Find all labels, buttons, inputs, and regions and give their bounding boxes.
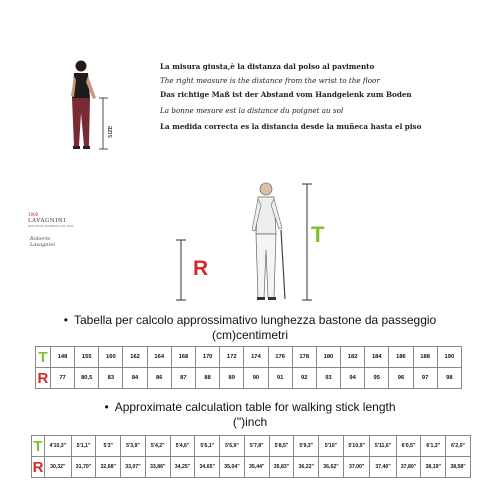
brand-logo (28, 212, 76, 246)
cm-stick-cell: 88 (195, 368, 219, 389)
inch-height-cell: 5'4,2" (145, 436, 170, 457)
caption-fr: La bonne mesure est la distance du poignet au sol (160, 106, 344, 115)
cm-r-row (36, 368, 462, 389)
inch-stick-cell: 37,00" (343, 457, 370, 478)
inch-stick-cell: 32,68" (96, 457, 121, 478)
cm-stick-cell: 97 (413, 368, 437, 389)
inch-height-cell: 5'10" (319, 436, 344, 457)
caption-de: Das richtige Maß ist der Abstand vom Handgelenk zum Boden (160, 90, 412, 99)
logo-signature: Roberto Lavagnini (30, 236, 55, 248)
logo-name: LAVAGNINI (28, 218, 67, 224)
cm-height-cell: 162 (123, 347, 147, 368)
inch-stick-cell: 37,80" (396, 457, 421, 478)
inch-stick-cell: 33,86" (145, 457, 170, 478)
inch-height-cell: 5'1,1" (71, 436, 96, 457)
inch-stick-cell: 31,70" (71, 457, 96, 478)
inch-stick-cell: 36,22" (294, 457, 319, 478)
inch-heading (0, 400, 500, 414)
cm-stick-cell: 96 (389, 368, 413, 389)
cm-height-cell: 172 (220, 347, 244, 368)
cm-height-cell: 178 (292, 347, 316, 368)
cm-height-cell: 188 (413, 347, 437, 368)
inch-height-cell: 6'1,3" (421, 436, 446, 457)
cm-stick-cell: 86 (147, 368, 171, 389)
cm-stick-cell: 93 (316, 368, 340, 389)
cm-height-cell: 160 (99, 347, 123, 368)
inch-stick-cell: 33,07" (121, 457, 146, 478)
inch-subheading: (")inch (232, 415, 268, 429)
cm-height-cell: 155 (75, 347, 99, 368)
inch-height-cell: 5'11,6" (370, 436, 396, 457)
inch-height-cell: 5'7,8" (244, 436, 269, 457)
inch-height-cell: 4'10,3" (45, 436, 72, 457)
cm-stick-cell: 91 (268, 368, 292, 389)
cm-height-cell: 190 (437, 347, 461, 368)
cm-height-cell: 184 (365, 347, 389, 368)
inch-stick-cell: 35,44" (244, 457, 269, 478)
cm-stick-cell: 80,5 (75, 368, 99, 389)
caption-es: La medida correcta es la distancia desde la muñeca hasta el piso (160, 122, 422, 131)
inch-height-cell: 5'6,9" (220, 436, 245, 457)
inch-height-cell: 6'2,0" (446, 436, 471, 457)
inch-bullet: • (104, 400, 109, 414)
inch-height-cell: 6'0,5" (396, 436, 421, 457)
cm-stick-cell: 77 (50, 368, 74, 389)
cm-heading (0, 313, 500, 327)
inch-stick-cell: 30,32" (45, 457, 72, 478)
inch-height-cell: 5'9,3" (294, 436, 319, 457)
inch-r-row (32, 457, 471, 478)
cm-height-cell: 180 (316, 347, 340, 368)
inch-heading-line1: Approximate calculation table for walking stick length (114, 400, 396, 414)
cm-stick-cell: 87 (171, 368, 195, 389)
inch-stick-cell: 35,04" (220, 457, 245, 478)
inch-r-key: R (32, 458, 44, 476)
cm-table (35, 346, 462, 389)
cm-stick-cell: 84 (123, 368, 147, 389)
inch-stick-cell: 38,19" (421, 457, 446, 478)
inch-table (31, 435, 471, 478)
caption-en: The right measure is the distance from the wrist to the floor (160, 76, 380, 85)
r-letter: R (193, 257, 209, 280)
inch-height-cell: 5'10,9" (343, 436, 370, 457)
cm-height-cell: 186 (389, 347, 413, 368)
inch-stick-cell: 34,65" (195, 457, 220, 478)
cm-height-cell: 168 (171, 347, 195, 368)
cm-height-cell: 164 (147, 347, 171, 368)
t-letter: T (311, 222, 325, 247)
inch-height-cell: 5'4,6" (170, 436, 195, 457)
cm-stick-cell: 92 (292, 368, 316, 389)
cm-height-cell: 148 (50, 347, 74, 368)
inch-height-cell: 5'8,5" (269, 436, 294, 457)
cm-t-key: T (36, 347, 51, 368)
inch-height-cell: 5'6,1" (195, 436, 220, 457)
inch-t-key: T (33, 437, 43, 455)
inch-stick-cell: 37,40" (370, 457, 396, 478)
logo-tagline: BASTONI DA PASSEGGIO DAL 1900 (28, 225, 74, 228)
cm-height-cell: 174 (244, 347, 268, 368)
cm-stick-cell: 89 (220, 368, 244, 389)
cm-t-row (36, 347, 462, 368)
cm-bullet: • (63, 313, 68, 327)
caption-it: La misura giusta,è la distanza dal polso al pavimento (160, 62, 375, 71)
inch-height-cell: 5'3" (96, 436, 121, 457)
cm-height-cell: 182 (341, 347, 365, 368)
inch-stick-cell: 38,58" (446, 457, 471, 478)
inch-stick-cell: 34,25" (170, 457, 195, 478)
cm-subheading: (cm)centimetri (211, 328, 288, 342)
cm-stick-cell: 94 (341, 368, 365, 389)
inch-height-cell: 5'3,9" (121, 436, 146, 457)
cm-stick-cell: 95 (365, 368, 389, 389)
cm-stick-cell: 83 (99, 368, 123, 389)
logo-year: 1900 (28, 212, 39, 217)
inch-stick-cell: 35,83" (269, 457, 294, 478)
cm-height-cell: 170 (195, 347, 219, 368)
cm-heading-line1: Tabella per calcolo approssimativo lunghezza bastone da passeggio (73, 313, 437, 327)
cm-stick-cell: 90 (244, 368, 268, 389)
inch-t-row (32, 436, 471, 457)
woman-measure-figure (52, 58, 132, 158)
cm-height-cell: 176 (268, 347, 292, 368)
cm-r-key: R (36, 368, 51, 389)
inch-stick-cell: 36,62" (319, 457, 344, 478)
cm-stick-cell: 98 (437, 368, 461, 389)
size-label: SIZE (108, 125, 114, 138)
